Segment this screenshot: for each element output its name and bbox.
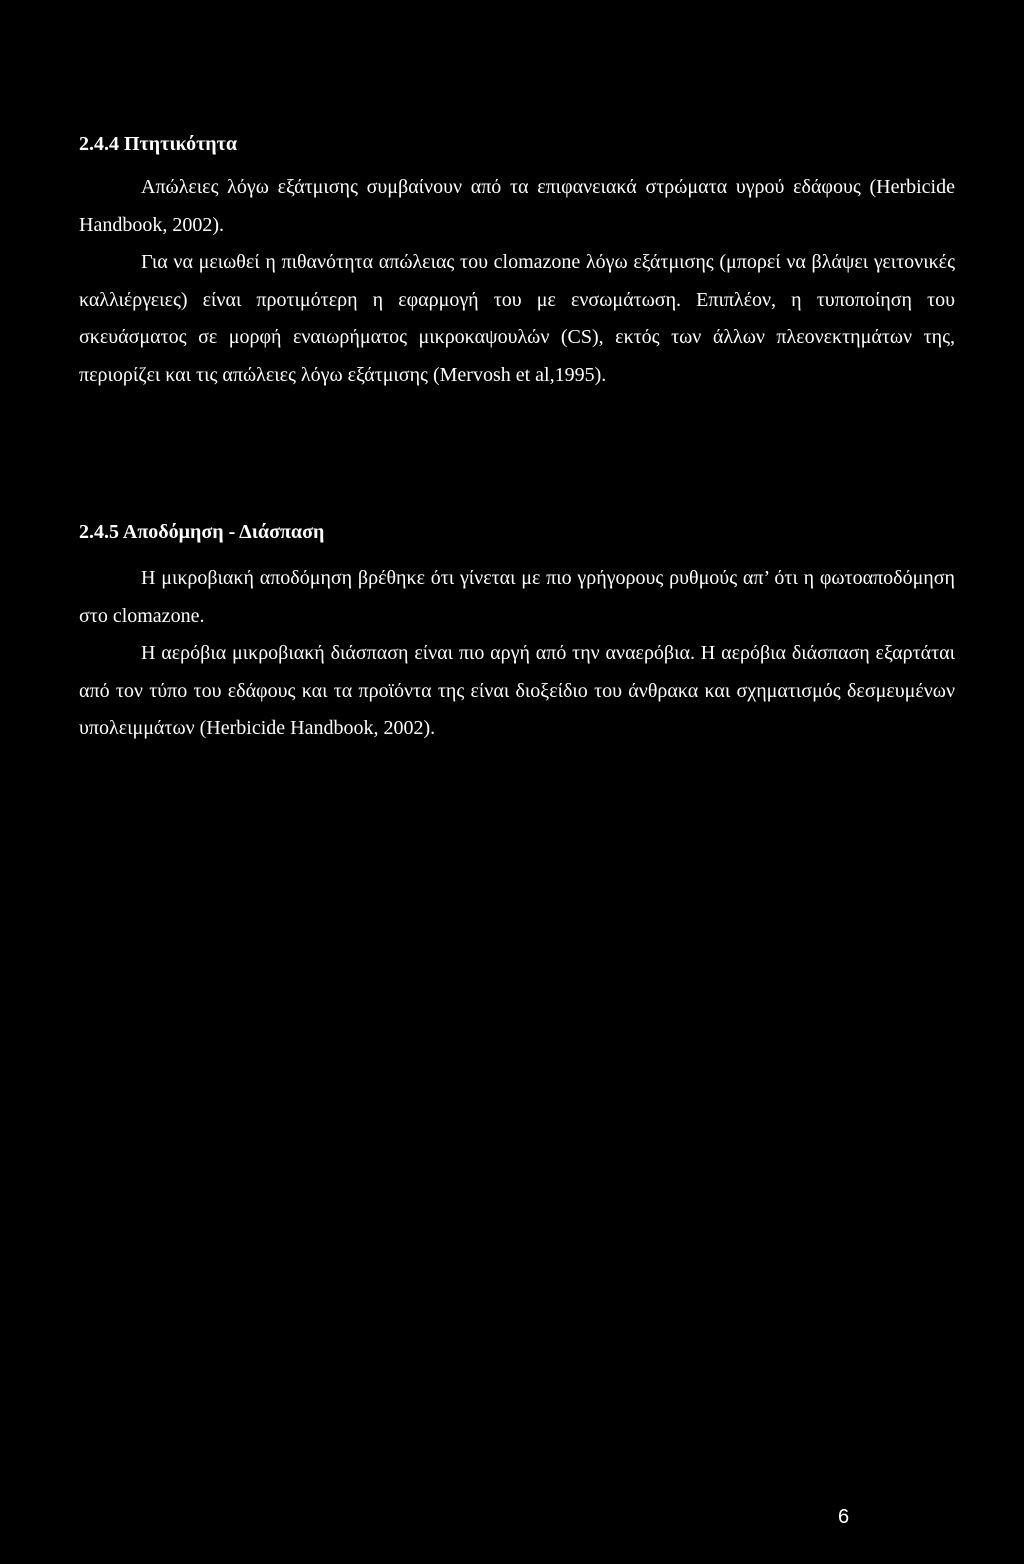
paragraph: Η μικροβιακή αποδόμηση βρέθηκε ότι γίνεται με πιο γρήγορους ρυθμούς απ’ ότι η φωτοαποδόμηση στο clomazone. (79, 567, 955, 627)
section-heading: 2.4.5 Αποδόμηση - Διάσπαση (79, 521, 325, 543)
section-volatility (79, 132, 955, 394)
page-number: 6 (838, 1506, 850, 1528)
section-heading: 2.4.4 Πτητικότητα (79, 133, 238, 155)
section-degradation (79, 520, 955, 748)
paragraph: Για να μειωθεί η πιθανότητα απώλειας του clomazone λόγω εξάτμισης (μπορεί να βλάψει γειτονικές καλλιέργειες) είναι προτιμότερη η εφαρμογή του με ενσωμάτωση. Επιπλέον, η τυποποίηση του σκευάσματος σε μορφή εναιωρήματος μικροκαψουλών (CS), εκτός των άλλων πλεονεκτημάτων της, περιορίζει και τις απώλειες λόγω εξάτμισης (Mervosh et al,1995). (79, 251, 955, 386)
paragraph: Απώλειες λόγω εξάτμισης συμβαίνουν από τα επιφανειακά στρώματα υγρού εδάφους (Herbicide Handbook, 2002). (79, 176, 955, 236)
paragraph: Η αερόβια μικροβιακή διάσπαση είναι πιο αργή από την αναερόβια. Η αερόβια διάσπαση εξαρτάται από τον τύπο του εδάφους και τα προϊόντα της είναι διοξείδιο του άνθρακα και σχηματισμός δεσμευμένων υπολειμμάτων (Herbicide Handbook, 2002). (79, 642, 955, 739)
